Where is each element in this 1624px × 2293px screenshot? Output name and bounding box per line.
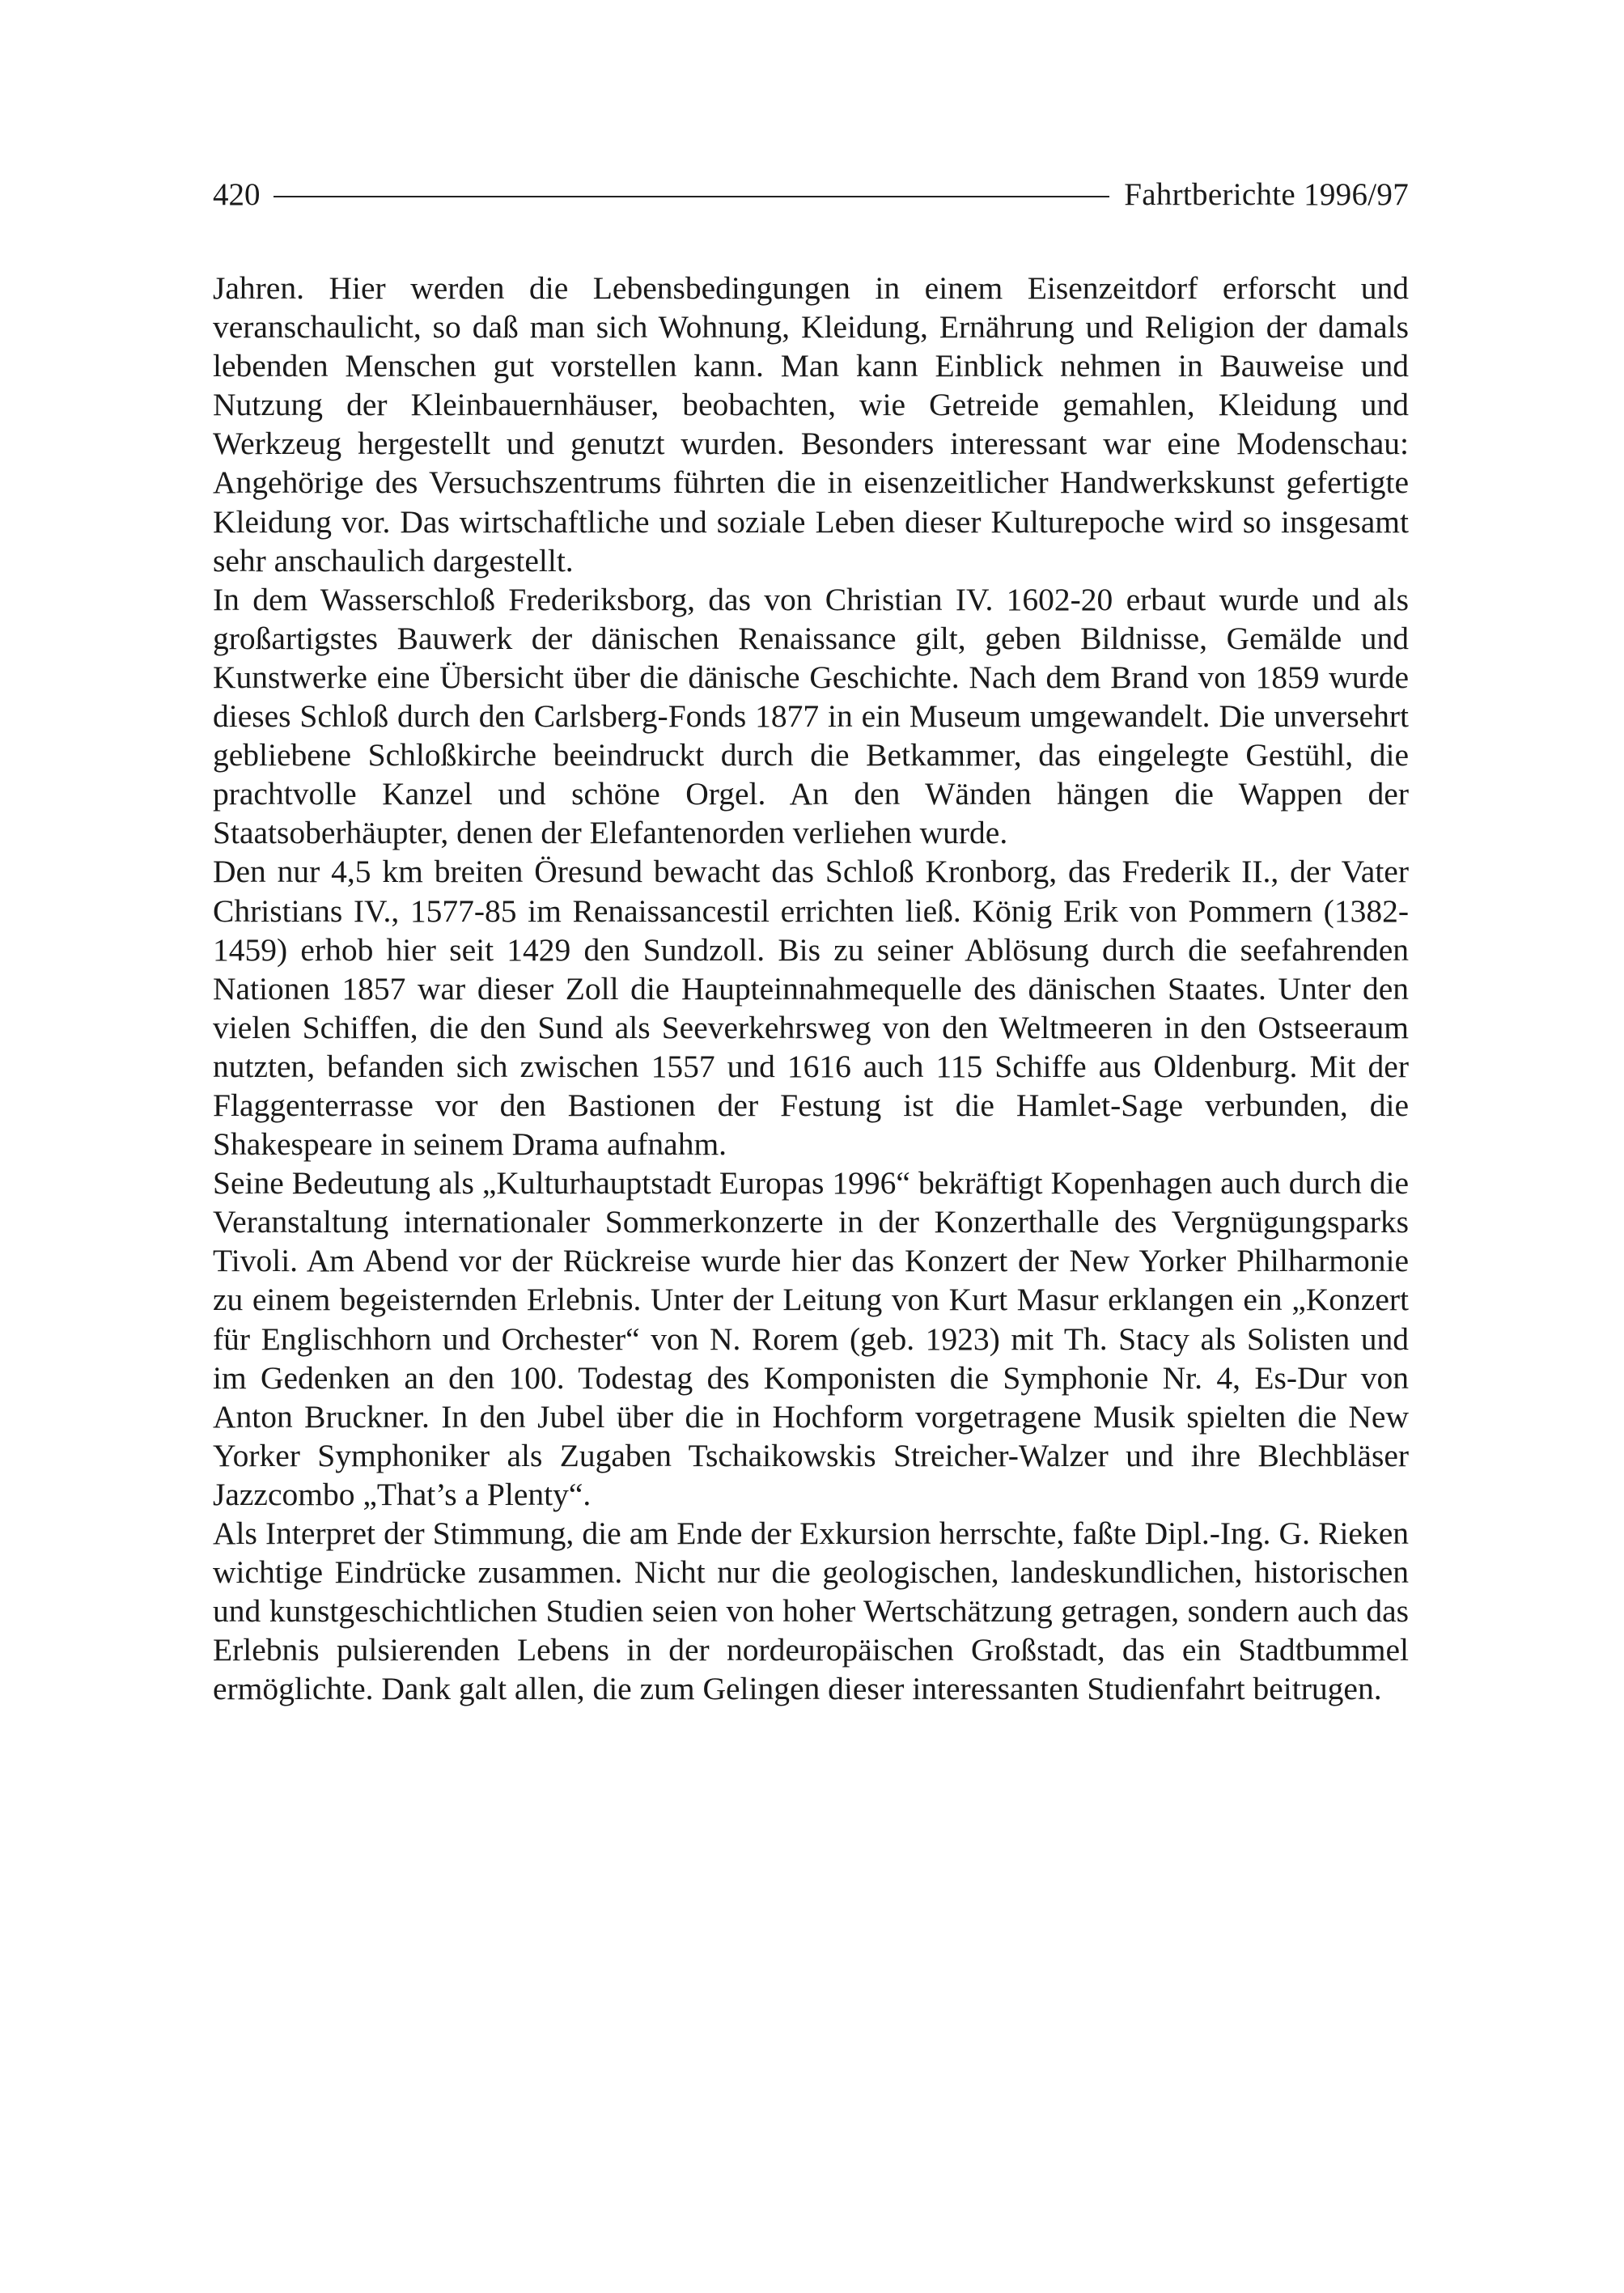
paragraph-eisenzeitdorf: Jahren. Hier werden die Lebensbedingungen in einem Eisenzeitdorf erforscht und veranschaulicht, so daß man sich Wohnung, Kleidung, Ernährung und Religion der damals lebenden Menschen gut vorstellen kann. Man kann Einblick nehmen in Bauweise und Nutzung der Kleinbauernhäuser, beobachten, wie Getreide gemahlen, Kleidung und Werkzeug hergestellt und genutzt wurden. Besonders interessant war eine Modenschau: Angehörige des Versuchszentrums führten die in eisenzeitlicher Handwerkskunst gefertigte Kleidung vor. Das wirtschaftliche und soziale Leben dieser Kulturepoche wird so insgesamt sehr anschaulich dargestellt. — [213, 270, 1409, 579]
section-title: Fahrtberichte 1996/97 — [1124, 176, 1409, 212]
page-number: 420 — [213, 176, 261, 212]
body-text — [213, 269, 1409, 1708]
header-rule — [273, 196, 1110, 197]
paragraph-tivoli-konzert: Seine Bedeutung als „Kulturhauptstadt Europas 1996“ bekräftigt Kopenhagen auch durch die Veranstaltung internationaler Sommerkonzerte in der Konzerthalle des Vergnügungsparks Tivoli. Am Abend vor der Rückreise wurde hier das Konzert der New Yorker Philharmonie zu einem begeisternden Erlebnis. Unter der Leitung von Kurt Masur erklangen ein „Konzert für Englischhorn und Orchester“ von N. Rorem (geb. 1923) mit Th. Stacy als Solisten und im Gedenken an den 100. Todestag des Komponisten die Symphonie Nr. 4, Es-Dur von Anton Bruckner. In den Jubel über die in Hochform vorgetragene Musik spielten die New Yorker Symphoniker als Zugaben Tschaikowskis Streicher-Walzer und ihre Blechbläser Jazzcombo „That’s a Plenty“. — [213, 1165, 1409, 1512]
paragraph-frederiksborg: In dem Wasserschloß Frederiksborg, das von Christian IV. 1602-20 erbaut wurde und als großartigstes Bauwerk der dänischen Renaissance gilt, geben Bildnisse, Gemälde und Kunstwerke eine Übersicht über die dänische Geschichte. Nach dem Brand von 1859 wurde dieses Schloß durch den Carlsberg-Fonds 1877 in ein Museum umgewandelt. Die unversehrt gebliebene Schloßkirche beeindruckt durch die Betkammer, das eingelegte Gestühl, die prachtvolle Kanzel und schöne Orgel. An den Wänden hängen die Wappen der Staatsoberhäupter, denen der Elefantenorden verliehen wurde. — [213, 581, 1409, 851]
running-head — [213, 174, 1409, 214]
paragraph-kronborg: Den nur 4,5 km breiten Öresund bewacht das Schloß Kronborg, das Frederik II., der Vater Christians IV., 1577-85 im Renaissancestil errichten ließ. König Erik von Pommern (1382-1459) erhob hier seit 1429 den Sundzoll. Bis zu seiner Ablösung durch die seefahrenden Nationen 1857 war dieser Zoll die Haupteinnahmequelle des dänischen Staates. Unter den vielen Schiffen, die den Sund als Seeverkehrsweg von den Weltmeeren in den Ostseeraum nutzten, befanden sich zwischen 1557 und 1616 auch 115 Schiffe aus Oldenburg. Mit der Flaggenterrasse vor den Bastionen der Festung ist die Hamlet-Sage verbunden, die Shakespeare in seinem Drama aufnahm. — [213, 854, 1409, 1163]
paragraph-abschluss: Als Interpret der Stimmung, die am Ende der Exkursion herrschte, faßte Dipl.-Ing. G. Rieken wichtige Eindrücke zusammen. Nicht nur die geologischen, landeskundlichen, historischen und kunstgeschichtlichen Studien seien von hoher Wertschätzung getragen, sondern auch das Erlebnis pulsierenden Lebens in der nordeuropäischen Großstadt, das ein Stadtbummel ermöglichte. Dank galt allen, die zum Gelingen dieser interessanten Studienfahrt beitrugen. — [213, 1515, 1409, 1707]
